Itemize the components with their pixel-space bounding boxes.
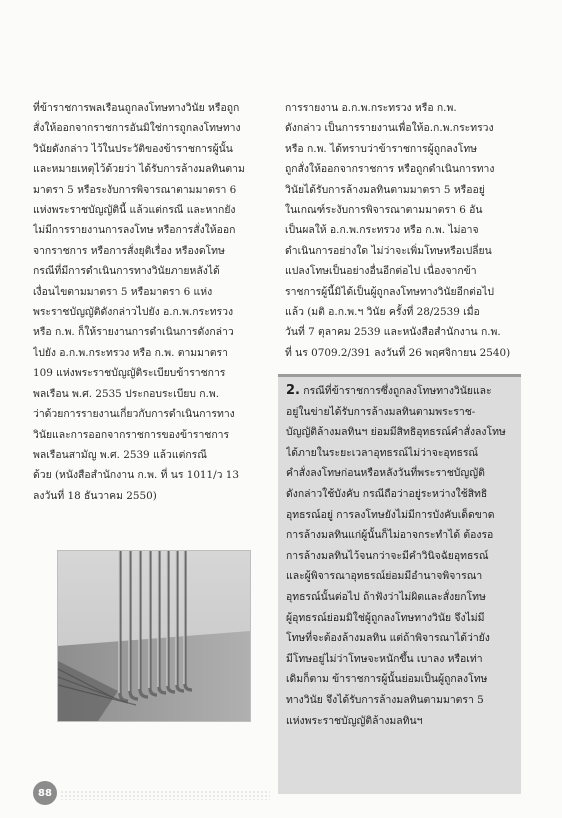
note-text-line: ทางวินัย จึงได้รับการล้างมลทินตามมาตรา 5 xyxy=(286,693,484,706)
right-text-line: เป็นผลให้ อ.ก.พ.กระทรวง หรือ ก.พ. ไม่อาจ xyxy=(285,224,479,237)
left-text-line: พระราชบัญญัติดังกล่าวไปยัง อ.ก.พ.กระทรวง xyxy=(33,306,234,319)
right-text-line: การรายงาน อ.ก.พ.กระทรวง หรือ ก.พ. xyxy=(285,102,457,114)
left-text-line: ด้วย (หนังสือสำนักงาน ก.พ. ที่ นร 1011/ว 13 xyxy=(33,469,240,482)
note-text-line: อุทธรณ์นั้นต่อไป ถ้าฟังว่าไม่ผิดและสั่งยกโทษ xyxy=(286,590,486,603)
note-text-line: แห่งพระราชบัญญัติล้างมลทินฯ xyxy=(286,714,423,727)
left-text-line: แห่งพระราชบัญญัตินี้ แล้วแต่กรณี และหากยัง xyxy=(33,204,236,217)
page-number: 88 xyxy=(33,781,57,805)
note-text-line: บัญญัติล้างมลทินฯ ย่อมมีสิทธิอุทธรณ์คำสั่งลงโทษ xyxy=(286,426,506,439)
left-text-line: จากราชการ หรือการสั่งยุติเรื่อง หรืองดโทษ xyxy=(33,244,225,257)
illustration-image xyxy=(57,550,251,722)
right-text-line: วินัยได้รับการล้างมลทินตามมาตรา 5 หรืออยู่ xyxy=(285,183,485,196)
left-text-line: ที่ข้าราชการพลเรือนถูกลงโทษทางวินัย หรือถูก xyxy=(33,102,240,114)
note-number: 2. xyxy=(286,383,300,398)
footer-dot-rule xyxy=(60,790,270,800)
note-text-line: มีโทษอยู่ไม่ว่าโทษจะหนักขึ้น เบาลง หรือเท่า xyxy=(286,652,483,665)
note-text-line: เดิมก็ตาม ข้าราชการผู้นั้นย่อมเป็นผู้ถูกลงโทษ xyxy=(286,673,488,686)
note-text-line: และผู้พิจารณาอุทธรณ์ย่อมมีอำนาจพิจารณา xyxy=(286,570,483,583)
left-text-line: พลเรือน พ.ศ. 2535 ประกอบระเบียบ ก.พ. xyxy=(33,387,220,400)
right-text-column xyxy=(285,98,517,363)
note-text-line: อุทธรณ์อยู่ การลงโทษยังไม่มีการบังคับเด็ดขาด xyxy=(286,508,495,521)
right-text-line: ในเกณฑ์ระงับการพิจารณาตามมาตรา 6 อัน xyxy=(285,204,483,217)
note-text-line: อยู่ในข่ายได้รับการล้างมลทินตามพระราช- xyxy=(286,405,476,418)
right-text-line: ดังกล่าว เป็นการรายงานเพื่อให้อ.ก.พ.กระทรวง xyxy=(285,122,494,135)
right-text-line: แปลงโทษเป็นอย่างอื่นอีกต่อไป เนื่องจากข้า xyxy=(285,265,477,278)
note-text-line: ผู้อุทธรณ์ย่อมมิใช่ผู้ถูกลงโทษทางวินัย จึงไม่มี xyxy=(286,611,485,624)
right-text-line: วันที่ 7 ตุลาคม 2539 และหนังสือสำนักงาน ก.พ. xyxy=(285,326,501,339)
left-text-line: กรณีที่มีการดำเนินการทางวินัยภายหลังได้ xyxy=(33,265,220,278)
right-text-line: ดำเนินการอย่างใด ไม่ว่าจะเพิ่มโทษหรือเปลี่ยน xyxy=(285,244,492,257)
note-first-line-text: กรณีที่ข้าราชการซึ่งถูกลงโทษทางวินัยและ xyxy=(303,385,492,397)
left-text-line: พลเรือนสามัญ พ.ศ. 2539 แล้วแต่กรณี xyxy=(33,448,207,461)
left-text-column xyxy=(33,98,273,506)
note-text-line: ได้ภายในระยะเวลาอุทธรณ์ไม่ว่าจะอุทธรณ์ xyxy=(286,446,479,459)
note-text-line: ดังกล่าวใช้บังคับ กรณีถือว่าอยู่ระหว่างใช้สิทธิ xyxy=(286,487,488,500)
note-first-line xyxy=(286,381,515,402)
left-text-line: วินัยดังกล่าว ไว้ในประวัติของข้าราชการผู้นั้น xyxy=(33,142,233,155)
left-text-line: วินัยและการออกจากราชการของข้าราชการ xyxy=(33,428,230,441)
right-text-line: ถูกสั่งให้ออกจากราชการ หรือถูกดำเนินการทาง xyxy=(285,163,495,176)
left-text-line: หรือ ก.พ. ก็ให้รายงานการดำเนินการดังกล่าว xyxy=(33,326,234,339)
note-text-line: การล้างมลทินแก่ผู้นั้นก็ไม่อาจกระทำได้ ต้องรอ xyxy=(286,529,494,542)
right-text-line: แล้ว (มติ อ.ก.พ.ฯ วินัย ครั้งที่ 28/2539 เมื่อ xyxy=(285,306,480,319)
right-text-line: ที่ นร 0709.2/391 ลงวันที่ 26 พฤศจิกายน 2540) xyxy=(285,346,511,359)
note-box xyxy=(278,374,521,794)
left-text-line: และหมายเหตุไว้ด้วยว่า ได้รับการล้างมลทินตาม xyxy=(33,163,245,176)
right-text-line: ราชการผู้นี้มิได้เป็นผู้ถูกลงโทษทางวินัยอีกต่อไป xyxy=(285,285,494,298)
left-text-line: ว่าด้วยการรายงานเกี่ยวกับการดำเนินการทาง xyxy=(33,408,235,421)
left-text-line: 109 แห่งพระราชบัญญัติระเบียบข้าราชการ xyxy=(33,367,226,380)
note-text-line: การล้างมลทินไว้จนกว่าจะมีคำวินิจฉัยอุทธรณ์ xyxy=(286,549,489,562)
left-text-line: มาตรา 5 หรือระงับการพิจารณาตามมาตรา 6 xyxy=(33,183,237,196)
note-text xyxy=(286,381,515,731)
left-text-line: เงื่อนไขตามมาตรา 5 หรือมาตรา 6 แห่ง xyxy=(33,285,213,298)
note-text-line: โทษที่จะต้องล้างมลทิน แต่ถ้าพิจารณาได้ว่ายัง xyxy=(286,632,490,645)
left-text-line: ลงวันที่ 18 ธันวาคม 2550) xyxy=(33,489,157,502)
left-text-line: สั่งให้ออกจากราชการอันมิใช่การถูกลงโทษทาง xyxy=(33,122,241,135)
note-text-line: คำสั่งลงโทษก่อนหรือหลังวันที่พระราชบัญญัติ xyxy=(286,467,485,480)
left-text-line: ไม่มีการรายงานการลงโทษ หรือการสั่งให้ออก xyxy=(33,224,236,237)
right-text-line: หรือ ก.พ. ได้ทราบว่าข้าราชการผู้ถูกลงโทษ xyxy=(285,142,478,155)
left-text-line: ไปยัง อ.ก.พ.กระทรวง หรือ ก.พ. ตามมาตรา xyxy=(33,346,228,359)
